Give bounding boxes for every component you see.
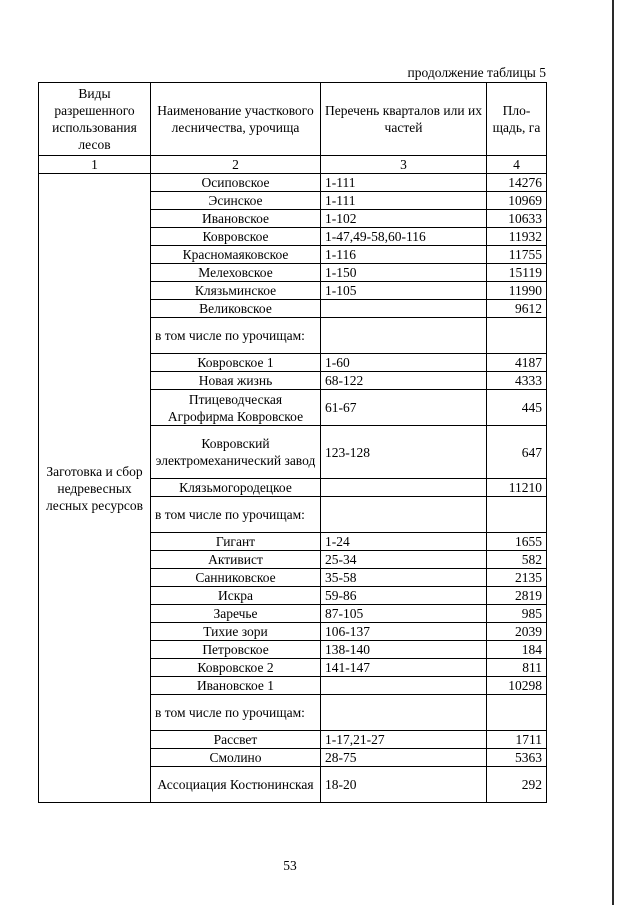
forestry-name-cell: Тихие зори xyxy=(151,623,321,641)
area-cell: 985 xyxy=(487,605,547,623)
forestry-name-cell: Ковровское 2 xyxy=(151,659,321,677)
area-cell: 2819 xyxy=(487,587,547,605)
forestry-name-cell: Ивановское xyxy=(151,210,321,228)
area-cell: 10633 xyxy=(487,210,547,228)
use-type-cell: Заготовка и сбор недревесных лесных ресурсов xyxy=(39,174,151,803)
page-number: 53 xyxy=(283,858,297,873)
area-cell: 11210 xyxy=(487,479,547,497)
forestry-name-cell: Ивановское 1 xyxy=(151,677,321,695)
quarters-cell: 1-24 xyxy=(321,533,487,551)
forestry-name-cell: Мелеховское xyxy=(151,264,321,282)
quarters-cell: 106-137 xyxy=(321,623,487,641)
forestry-name-cell: Клязьминское xyxy=(151,282,321,300)
header-quarters: Перечень кварталов или их частей xyxy=(321,83,487,156)
area-cell: 445 xyxy=(487,390,547,426)
forestry-name-cell: Красномаяковское xyxy=(151,246,321,264)
forestry-name-cell: Великовское xyxy=(151,300,321,318)
quarters-cell: 25-34 xyxy=(321,551,487,569)
forestry-name-cell: Петровское xyxy=(151,641,321,659)
column-number: 1 xyxy=(39,156,151,174)
quarters-cell xyxy=(321,695,487,731)
area-cell xyxy=(487,497,547,533)
column-number: 3 xyxy=(321,156,487,174)
area-cell: 11755 xyxy=(487,246,547,264)
quarters-cell: 18-20 xyxy=(321,767,487,803)
table-continuation-caption: продолжение таблицы 5 xyxy=(407,65,546,80)
quarters-cell: 87-105 xyxy=(321,605,487,623)
quarters-cell: 123-128 xyxy=(321,426,487,479)
area-cell: 292 xyxy=(487,767,547,803)
column-number: 4 xyxy=(487,156,547,174)
area-cell: 9612 xyxy=(487,300,547,318)
area-cell: 1711 xyxy=(487,731,547,749)
forestry-name-cell: Ковровское 1 xyxy=(151,354,321,372)
quarters-cell: 28-75 xyxy=(321,749,487,767)
area-cell: 15119 xyxy=(487,264,547,282)
quarters-cell: 68-122 xyxy=(321,372,487,390)
area-cell xyxy=(487,695,547,731)
area-cell: 11932 xyxy=(487,228,547,246)
quarters-cell xyxy=(321,497,487,533)
forestry-name-cell: Новая жизнь xyxy=(151,372,321,390)
forestry-name-cell: в том числе по урочищам: xyxy=(151,695,321,731)
quarters-cell: 1-47,49-58,60-116 xyxy=(321,228,487,246)
area-cell: 5363 xyxy=(487,749,547,767)
area-cell: 1655 xyxy=(487,533,547,551)
header-use-type: Виды разрешенного использования лесов xyxy=(39,83,151,156)
area-cell: 4187 xyxy=(487,354,547,372)
area-cell: 2135 xyxy=(487,569,547,587)
header-area: Пло-щадь, га xyxy=(487,83,547,156)
forestry-name-cell: Птицеводческая Агрофирма Ковровское xyxy=(151,390,321,426)
header-forestry-name: Наименование участкового лесничества, урочища xyxy=(151,83,321,156)
quarters-cell: 59-86 xyxy=(321,587,487,605)
forestry-name-cell: Активист xyxy=(151,551,321,569)
area-cell: 582 xyxy=(487,551,547,569)
quarters-cell: 1-60 xyxy=(321,354,487,372)
forestry-name-cell: Эсинское xyxy=(151,192,321,210)
forest-use-table xyxy=(38,82,547,803)
forestry-name-cell: Санниковское xyxy=(151,569,321,587)
area-cell: 647 xyxy=(487,426,547,479)
quarters-cell: 1-116 xyxy=(321,246,487,264)
forestry-name-cell: Рассвет xyxy=(151,731,321,749)
page-edge-line xyxy=(612,0,614,905)
quarters-cell xyxy=(321,318,487,354)
quarters-cell xyxy=(321,479,487,497)
forestry-name-cell: в том числе по урочищам: xyxy=(151,497,321,533)
column-number: 2 xyxy=(151,156,321,174)
forestry-name-cell: Заречье xyxy=(151,605,321,623)
forestry-name-cell: в том числе по урочищам: xyxy=(151,318,321,354)
forestry-name-cell: Осиповское xyxy=(151,174,321,192)
forestry-name-cell: Ковровский электромеханический завод xyxy=(151,426,321,479)
quarters-cell: 138-140 xyxy=(321,641,487,659)
quarters-cell: 1-102 xyxy=(321,210,487,228)
forestry-name-cell: Гигант xyxy=(151,533,321,551)
area-cell: 4333 xyxy=(487,372,547,390)
quarters-cell: 1-111 xyxy=(321,192,487,210)
area-cell: 10298 xyxy=(487,677,547,695)
quarters-cell: 1-111 xyxy=(321,174,487,192)
area-cell: 811 xyxy=(487,659,547,677)
quarters-cell: 35-58 xyxy=(321,569,487,587)
quarters-cell: 1-17,21-27 xyxy=(321,731,487,749)
table-header-row xyxy=(39,83,547,156)
quarters-cell: 141-147 xyxy=(321,659,487,677)
area-cell: 10969 xyxy=(487,192,547,210)
forestry-name-cell: Клязьмогородецкое xyxy=(151,479,321,497)
quarters-cell xyxy=(321,300,487,318)
quarters-cell: 61-67 xyxy=(321,390,487,426)
table-row xyxy=(39,174,547,192)
forestry-name-cell: Искра xyxy=(151,587,321,605)
area-cell xyxy=(487,318,547,354)
area-cell: 2039 xyxy=(487,623,547,641)
quarters-cell: 1-150 xyxy=(321,264,487,282)
area-cell: 14276 xyxy=(487,174,547,192)
forestry-name-cell: Ассоциация Костюнинская xyxy=(151,767,321,803)
forestry-name-cell: Смолино xyxy=(151,749,321,767)
area-cell: 11990 xyxy=(487,282,547,300)
area-cell: 184 xyxy=(487,641,547,659)
quarters-cell xyxy=(321,677,487,695)
quarters-cell: 1-105 xyxy=(321,282,487,300)
column-numbers-row xyxy=(39,156,547,174)
forestry-name-cell: Ковровское xyxy=(151,228,321,246)
